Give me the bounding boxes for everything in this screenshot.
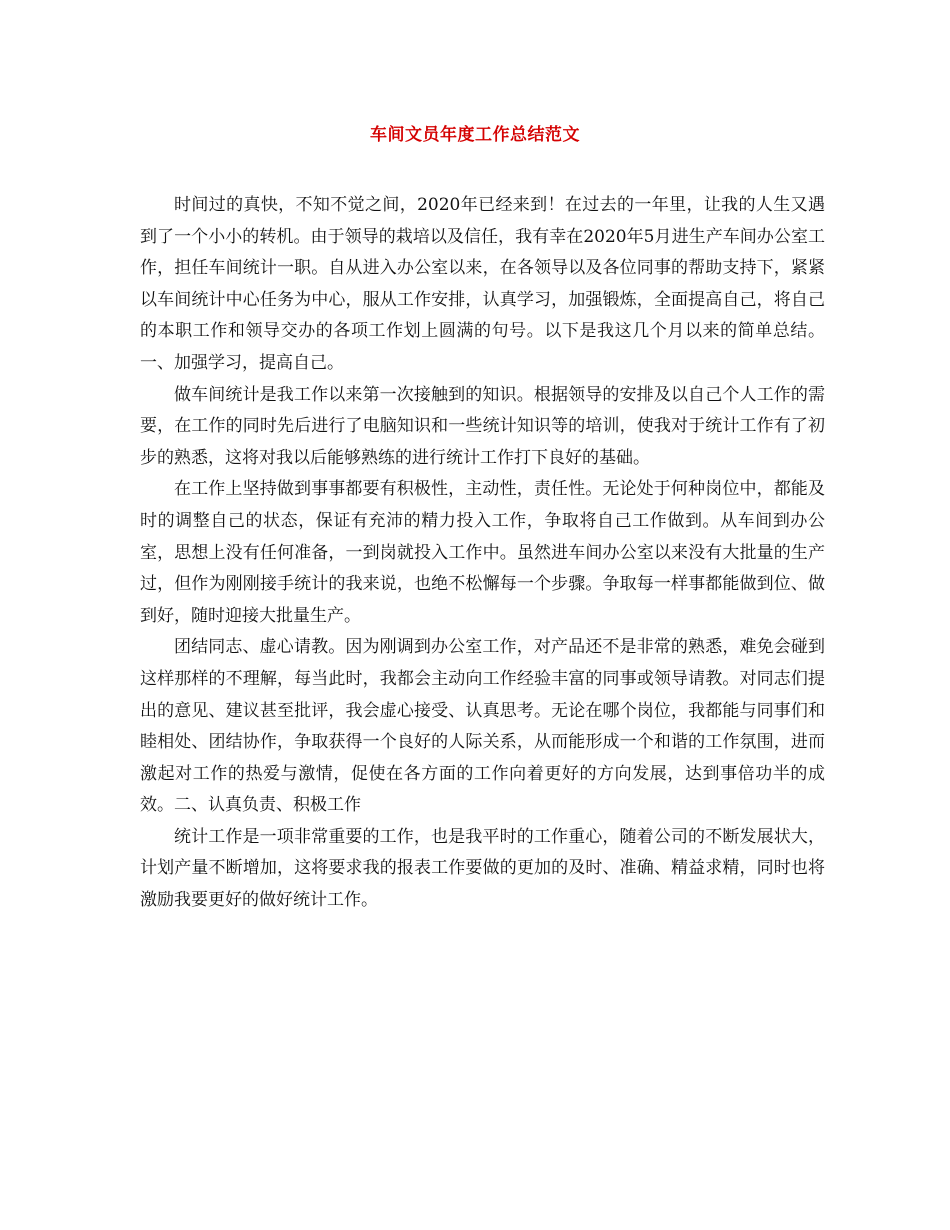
paragraph-1: 时间过的真快，不知不觉之间，2020年已经来到！在过去的一年里，让我的人生又遇到了一个小小的转机。由于领导的栽培以及信任，我有幸在2020年5月进生产车间办公室工作，担任车间统计一职。自从进入办公室以来，在各领导以及各位同事的帮助支持下，紧紧以车间统计中心任务为中心，服从工作安排，认真学习，加强锻炼，全面提高自己，将自己的本职工作和领导交办的各项工作划上圆满的句号。以下是我这几个月以来的简单总结。一、加强学习，提高自己。 <box>140 195 825 373</box>
document-body <box>140 190 825 917</box>
paragraph-2: 做车间统计是我工作以来第一次接触到的知识。根据领导的安排及以自己个人工作的需要，在工作的同时先后进行了电脑知识和一些统计知识等的培训，使我对于统计工作有了初步的熟悉，这将对我以后能够熟练的进行统计工作打下良好的基础。 <box>140 384 825 468</box>
document-title: 车间文员年度工作总结范文 <box>370 125 580 145</box>
paragraph-3: 在工作上坚持做到事事都要有积极性，主动性，责任性。无论处于何种岗位中，都能及时的调整自己的状态，保证有充沛的精力投入工作，争取将自己工作做到。从车间到办公室，思想上没有任何准备，一到岗就投入工作中。虽然进车间办公室以来没有大批量的生产过，但作为刚刚接手统计的我来说，也绝不松懈每一个步骤。争取每一样事都能做到位、做到好，随时迎接大批量生产。 <box>140 479 825 626</box>
paragraph-4: 团结同志、虚心请教。因为刚调到办公室工作，对产品还不是非常的熟悉，难免会碰到这样那样的不理解，每当此时，我都会主动向工作经验丰富的同事或领导请教。对同志们提出的意见、建议甚至批评，我会虚心接受、认真思考。无论在哪个岗位，我都能与同事们和睦相处、团结协作，争取获得一个良好的人际关系，从而能形成一个和谐的工作氛围，进而激起对工作的热爱与激情，促使在各方面的工作向着更好的方向发展，达到事倍功半的成效。二、认真负责、积极工作 <box>140 637 825 816</box>
paragraph-5: 统计工作是一项非常重要的工作，也是我平时的工作重心，随着公司的不断发展状大，计划产量不断增加，这将要求我的报表工作要做的更加的及时、准确、精益求精，同时也将激励我要更好的做好统计工作。 <box>140 826 825 911</box>
